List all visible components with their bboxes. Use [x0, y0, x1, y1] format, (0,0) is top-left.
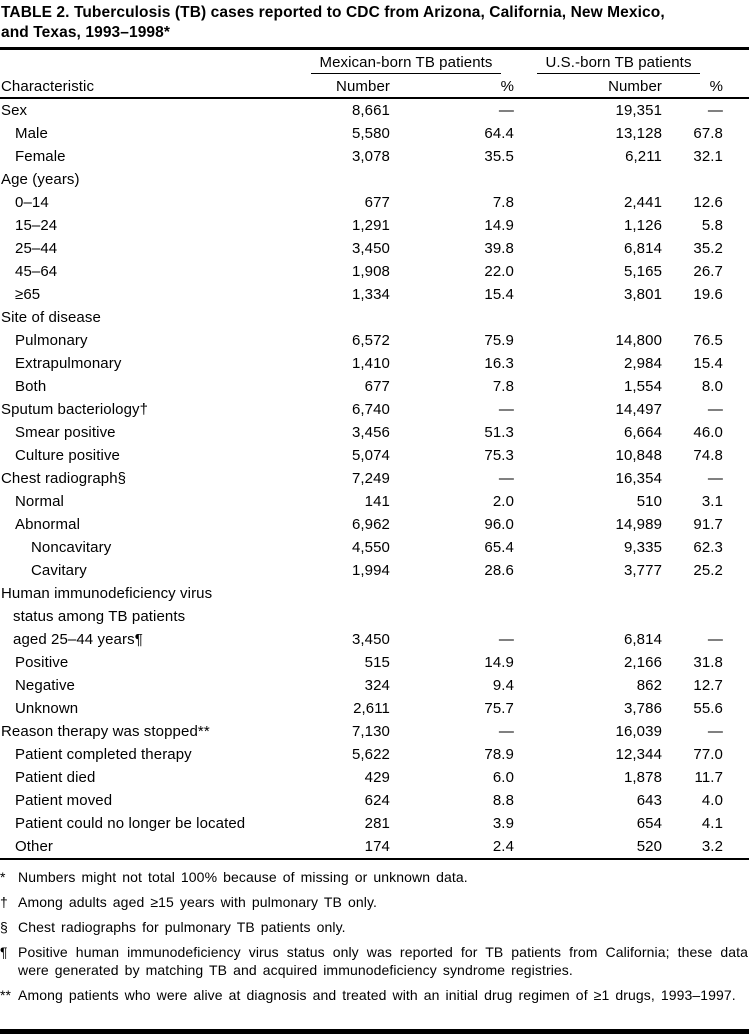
footnote: [0, 893, 749, 911]
footnote-marker: *: [0, 869, 6, 885]
row-label: Smear positive: [15, 424, 116, 441]
table-row: [0, 743, 749, 766]
row-value: 15.4: [693, 355, 724, 372]
tb-cases-table: [0, 50, 749, 860]
row-value: 14,800: [615, 332, 663, 349]
row-label: Sex: [1, 102, 28, 119]
row-value: 10,848: [615, 447, 663, 464]
row-value: 62.3: [693, 539, 724, 556]
row-value: 3,786: [623, 700, 663, 717]
row-value: 2.0: [492, 493, 515, 510]
row-value: 5,165: [623, 263, 663, 280]
row-value: 2,984: [623, 355, 663, 372]
row-value: 51.3: [484, 424, 515, 441]
row-label: Normal: [15, 493, 64, 510]
table-row: [0, 490, 749, 513]
row-value: 5,074: [351, 447, 390, 464]
row-value: —: [707, 470, 724, 487]
table-row: [0, 766, 749, 789]
row-value: 624: [364, 792, 390, 809]
row-value: —: [707, 723, 724, 740]
row-value: 3.1: [701, 493, 724, 510]
row-value: 25.2: [693, 562, 724, 579]
row-value: 3.9: [492, 815, 515, 832]
row-label: 15–24: [15, 217, 58, 234]
row-value: 1,554: [623, 378, 663, 395]
row-value: 174: [298, 835, 390, 859]
table-row: [0, 720, 749, 743]
row-label: Unknown: [15, 700, 79, 717]
row-value: 6,572: [351, 332, 390, 349]
table-row: [0, 697, 749, 720]
row-value: 1,291: [351, 217, 390, 234]
column-header-percent-us: %: [662, 74, 749, 98]
row-value: 96.0: [484, 516, 515, 533]
row-value: 2,166: [623, 654, 663, 671]
row-label: Chest radiograph§: [1, 470, 127, 487]
row-value: 515: [364, 654, 390, 671]
row-value: 28.6: [484, 562, 515, 579]
table-row: [0, 214, 749, 237]
footnote: [0, 918, 749, 936]
row-value: 16,039: [615, 723, 663, 740]
row-value: 5,622: [351, 746, 390, 763]
row-value: 4.0: [701, 792, 724, 809]
row-value: —: [498, 102, 515, 119]
row-value: [662, 306, 749, 329]
column-header-number-mexican: Number: [298, 74, 390, 98]
column-header-percent-mexican: %: [390, 74, 514, 98]
row-value: 75.3: [484, 447, 515, 464]
row-label: Abnormal: [15, 516, 80, 533]
table-row: [0, 191, 749, 214]
row-value: 5.8: [701, 217, 724, 234]
row-value: —: [707, 401, 724, 418]
table-row: [0, 375, 749, 398]
row-value: 77.0: [693, 746, 724, 763]
row-label: Cavitary: [31, 562, 87, 579]
row-value: —: [498, 470, 515, 487]
column-header-row: [0, 74, 749, 98]
row-value: 16,354: [615, 470, 663, 487]
table-row: [0, 306, 749, 329]
row-value: 13,128: [615, 125, 663, 142]
table-title-line2: and Texas, 1993–1998*: [1, 24, 170, 41]
row-value: 510: [636, 493, 663, 510]
table-row: [0, 559, 749, 582]
table-title: [0, 0, 749, 45]
row-value: —: [498, 631, 515, 648]
table-row: [0, 98, 749, 122]
table-row: [0, 352, 749, 375]
footnote: [0, 943, 749, 979]
table-body: [0, 98, 749, 859]
row-value: 26.7: [693, 263, 724, 280]
row-label-line: status among TB patients: [13, 608, 186, 625]
row-label: Both: [15, 378, 47, 395]
footnote-text: Chest radiographs for pulmonary TB patients only.: [18, 919, 346, 935]
row-value: 1,410: [351, 355, 390, 372]
row-value: 22.0: [484, 263, 515, 280]
table-row: [0, 467, 749, 490]
group-header-row: [0, 50, 749, 74]
row-value: 16.3: [484, 355, 515, 372]
column-header-number-us: Number: [514, 74, 662, 98]
row-value: 3,801: [623, 286, 663, 303]
row-value: [514, 168, 662, 191]
row-value: 141: [364, 493, 390, 510]
row-value: 19.6: [693, 286, 724, 303]
row-label: Positive: [15, 654, 69, 671]
footnote-marker: †: [0, 894, 8, 910]
row-label-line: Human immunodeficiency virus: [1, 585, 213, 602]
group-header-mexican-born: Mexican-born TB patients: [311, 53, 500, 74]
footnote-marker: §: [0, 919, 8, 935]
row-value: 12.7: [693, 677, 724, 694]
group-header-cell-us: [514, 50, 749, 74]
row-value: [662, 168, 749, 191]
row-label: Male: [15, 125, 48, 142]
row-label: Age (years): [1, 171, 80, 188]
row-value: 5,580: [351, 125, 390, 142]
table-row: [0, 145, 749, 168]
row-label: Patient completed therapy: [15, 746, 192, 763]
row-value: 3,450: [351, 240, 390, 257]
row-value: 1,126: [623, 217, 663, 234]
row-value: 15.4: [484, 286, 515, 303]
row-label: Female: [15, 148, 66, 165]
row-value: 8.8: [492, 792, 515, 809]
row-value: 2,441: [623, 194, 663, 211]
row-label: Patient moved: [15, 792, 113, 809]
row-value: 677: [364, 194, 390, 211]
row-value: [390, 168, 514, 191]
row-value: 74.8: [693, 447, 724, 464]
row-value: [514, 306, 662, 329]
row-value: 14,497: [615, 401, 663, 418]
row-label: Extrapulmonary: [15, 355, 122, 372]
row-value: 8.0: [701, 378, 724, 395]
row-value: 1,878: [623, 769, 663, 786]
row-value: 9.4: [492, 677, 515, 694]
row-value: 11.7: [694, 769, 724, 786]
row-value: —: [707, 102, 724, 119]
row-label: Patient died: [15, 769, 96, 786]
footnote-text: Numbers might not total 100% because of missing or unknown data.: [18, 869, 468, 885]
row-value: 6,211: [625, 148, 663, 165]
row-label: 0–14: [15, 194, 49, 211]
footnote-marker: **: [0, 987, 12, 1003]
row-label: ≥65: [15, 286, 41, 303]
row-value: 4.1: [701, 815, 724, 832]
row-value: 31.8: [693, 654, 724, 671]
row-value: 6,962: [351, 516, 390, 533]
column-header-characteristic: Characteristic: [0, 74, 298, 98]
table-row: [0, 812, 749, 835]
row-value: 3,078: [351, 148, 390, 165]
table-row: [0, 421, 749, 444]
row-value: 429: [364, 769, 390, 786]
row-value: 7,249: [351, 470, 390, 487]
row-value: 7.8: [492, 194, 515, 211]
row-value: 55.6: [693, 700, 724, 717]
table-row: [0, 168, 749, 191]
footnote: [0, 986, 749, 1004]
row-value: 6,814: [623, 631, 663, 648]
row-value: 1,994: [351, 562, 390, 579]
footnote-text: Positive human immunodeficiency virus status only was reported for TB patients from California; these data were generated by matching TB and acquired immunodeficiency syndrome registries.: [18, 944, 748, 978]
row-value: 2,611: [353, 700, 390, 717]
row-value: 1,908: [351, 263, 390, 280]
row-value: [298, 168, 390, 191]
row-value: 91.7: [693, 516, 724, 533]
row-value: 8,661: [351, 102, 390, 119]
row-value: 3.2: [662, 835, 749, 859]
footnotes: [0, 868, 749, 1004]
table-row: [0, 513, 749, 536]
table-row: [0, 122, 749, 145]
row-value: 520: [514, 835, 662, 859]
row-value: 39.8: [484, 240, 515, 257]
row-value: 6,814: [623, 240, 663, 257]
row-label: Other: [0, 835, 298, 859]
row-value: 12.6: [693, 194, 724, 211]
row-value: 7.8: [492, 378, 515, 395]
row-value: 14,989: [615, 516, 663, 533]
row-value: 14.9: [484, 654, 515, 671]
row-value: 3,777: [623, 562, 663, 579]
row-label: Pulmonary: [15, 332, 88, 349]
row-value: 67.8: [693, 125, 724, 142]
table-row: [0, 651, 749, 674]
row-label: [0, 582, 298, 651]
row-value: 654: [636, 815, 663, 832]
row-value: 19,351: [615, 102, 663, 119]
row-value: 862: [636, 677, 663, 694]
row-label: Reason therapy was stopped**: [1, 723, 210, 740]
row-value: 7,130: [351, 723, 390, 740]
row-value: 46.0: [693, 424, 724, 441]
row-value: [298, 306, 390, 329]
row-value: 3,450: [351, 631, 390, 648]
row-value: 35.2: [693, 240, 724, 257]
row-value: 6,740: [351, 401, 390, 418]
row-value: 75.7: [484, 700, 515, 717]
table-row: [0, 237, 749, 260]
footnote-text: Among patients who were alive at diagnosis and treated with an initial drug regimen of ≥1 drugs, 1993–1997.: [18, 987, 736, 1003]
row-value: 4,550: [351, 539, 390, 556]
row-value: 643: [636, 792, 663, 809]
row-value: 677: [364, 378, 390, 395]
row-value: 6.0: [492, 769, 515, 786]
group-header-spacer: [0, 50, 298, 74]
table-row: [0, 674, 749, 697]
row-value: 6,664: [623, 424, 663, 441]
table-row: [0, 283, 749, 306]
row-label: Culture positive: [15, 447, 120, 464]
row-label: Negative: [15, 677, 76, 694]
table-row: [0, 582, 749, 651]
table-row: [0, 329, 749, 352]
table-row: [0, 536, 749, 559]
row-value: —: [498, 401, 515, 418]
row-value: 281: [364, 815, 390, 832]
row-label: Site of disease: [1, 309, 101, 326]
row-value: 32.1: [693, 148, 724, 165]
row-label-line: aged 25–44 years¶: [13, 631, 143, 648]
footnote-text: Among adults aged ≥15 years with pulmonary TB only.: [18, 894, 377, 910]
row-label: Patient could no longer be located: [15, 815, 246, 832]
row-value: [390, 306, 514, 329]
group-header-cell-mexican: [298, 50, 514, 74]
footnote: [0, 868, 749, 886]
row-value: 35.5: [484, 148, 515, 165]
row-value: 2.4: [390, 835, 514, 859]
row-value: 12,344: [615, 746, 663, 763]
row-label: Noncavitary: [31, 539, 112, 556]
row-label: Sputum bacteriology†: [1, 401, 149, 418]
row-value: 324: [364, 677, 390, 694]
row-value: 1,334: [351, 286, 390, 303]
table-row: [0, 398, 749, 421]
footnote-marker: ¶: [0, 944, 8, 960]
row-value: 14.9: [484, 217, 515, 234]
row-label: 45–64: [15, 263, 58, 280]
row-value: 9,335: [623, 539, 663, 556]
table-row: [0, 444, 749, 467]
row-value: —: [498, 723, 515, 740]
table-title-line1: TABLE 2. Tuberculosis (TB) cases reported to CDC from Arizona, California, New Mexico,: [1, 4, 665, 21]
table-row: [0, 260, 749, 283]
group-header-us-born: U.S.-born TB patients: [537, 53, 699, 74]
row-value: —: [707, 631, 724, 648]
bottom-rule: [0, 1029, 749, 1034]
row-value: 3,456: [351, 424, 390, 441]
table-row: [0, 835, 749, 859]
row-value: 75.9: [484, 332, 515, 349]
table-row: [0, 789, 749, 812]
row-label: 25–44: [15, 240, 58, 257]
row-value: 76.5: [693, 332, 724, 349]
row-value: 65.4: [484, 539, 515, 556]
row-value: 78.9: [484, 746, 515, 763]
row-value: 64.4: [484, 125, 515, 142]
